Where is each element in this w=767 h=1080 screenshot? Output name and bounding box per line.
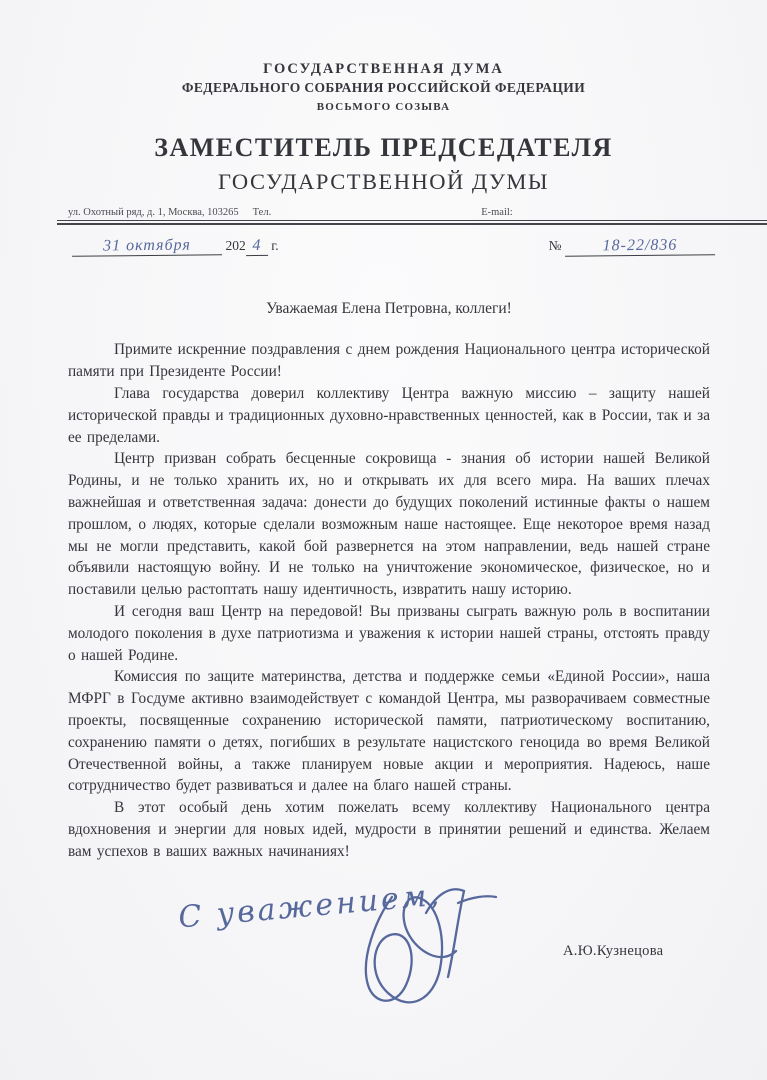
number-field xyxy=(549,237,715,256)
letterhead xyxy=(0,0,767,196)
date-number-row xyxy=(72,237,715,256)
year-suffix: г. xyxy=(271,238,279,254)
paragraph: В этот особый день хотим пожелать всему коллективу Национального центра вдохновения и энергии для новых идей, мудрости в принятии решений и единства. Желаем вам успехов в ваших важных начинаниях! xyxy=(68,799,710,860)
paragraph: И сегодня ваш Центр на передовой! Вы призваны сыграть важную роль в воспитании молодого поколения в духе патриотизма и уважения к истории нашей страны, отстоять правду о нашей Родине. xyxy=(68,603,710,664)
year-printed: 202 xyxy=(225,238,246,254)
org-name-line3: ВОСЬМОГО СОЗЫВА xyxy=(316,100,451,113)
salutation: Уважаемая Елена Петровна, коллеги! xyxy=(266,300,512,318)
org-name-line1: ГОСУДАРСТВЕННАЯ ДУМА xyxy=(263,61,504,77)
signature-scrawl-icon xyxy=(330,873,500,1028)
contact-row xyxy=(68,207,757,218)
handwritten-closing: С уважением, xyxy=(176,877,444,936)
signer-name: А.Ю.Кузнецова xyxy=(563,942,664,959)
paragraph: Комиссия по защите материнства, детства и поддержке семьи «Единой России», наша МФРГ в Госдуме активно взаимодействует с командой Центра, мы разворачиваем совместные проекты, посвященные сохранению исторической памяти, патриотическому воспитанию, сохранению памяти о детях, погибших в результате нацистского геноцида во время Великой Отечественной войны, а также планируем новые акции и мероприятия. Надеюсь, наше сотрудничество будет развиваться и далее на благо нашей страны. xyxy=(68,668,710,795)
org-name-line2: ФЕДЕРАЛЬНОГО СОБРАНИЯ РОССИЙСКОЙ ФЕДЕРАЦИИ xyxy=(181,80,586,96)
signature-block xyxy=(0,871,767,1031)
paragraph: Центр призван собрать бесценные сокровища - знания об истории нашей Великой Родины, и не только хранить их, но и открывать их для всего мира. На ваших плечах важнейшая и ответственная задача: донести до будущих поколений истинные факты о нашем прошлом, о людях, которые сделали возможным наше настоящее. Еще некоторое время назад мы не могли представить, какой бой развернется на этом направлении, ведь нашей стране объявили настоящую войну. И не только на уничтожение экономическое, физическое, но и поставили целью растоптать нашу идентичность, извратить нашу историю. xyxy=(68,450,710,599)
office-title-line2: ГОСУДАРСТВЕННОЙ ДУМЫ xyxy=(217,168,550,194)
date-field xyxy=(72,237,279,256)
phone-label: Тел. xyxy=(252,207,272,219)
office-title-line1: ЗАМЕСТИТЕЛЬ ПРЕДСЕДАТЕЛЯ xyxy=(154,133,613,163)
handwritten-day-month: 31 октября xyxy=(72,237,222,258)
email-label: E-mail: xyxy=(481,207,513,219)
handwritten-year-digit: 4 xyxy=(246,237,268,256)
number-label: № xyxy=(548,238,562,254)
letterhead-divider xyxy=(57,220,767,225)
letter-body xyxy=(68,300,710,862)
paragraph: Глава государства доверил коллективу Центра важную миссию – защиту нашей исторической правды и традиционных духовно-нравственных ценностей, как в России, так и за ее пределами. xyxy=(68,385,710,446)
paragraph: Примите искренние поздравления с днем рождения Национального центра исторической памяти при Президенте России! xyxy=(68,341,710,381)
handwritten-number: 18-22/836 xyxy=(565,237,715,258)
postal-address: ул. Охотный ряд, д. 1, Москва, 103265 xyxy=(68,207,239,219)
